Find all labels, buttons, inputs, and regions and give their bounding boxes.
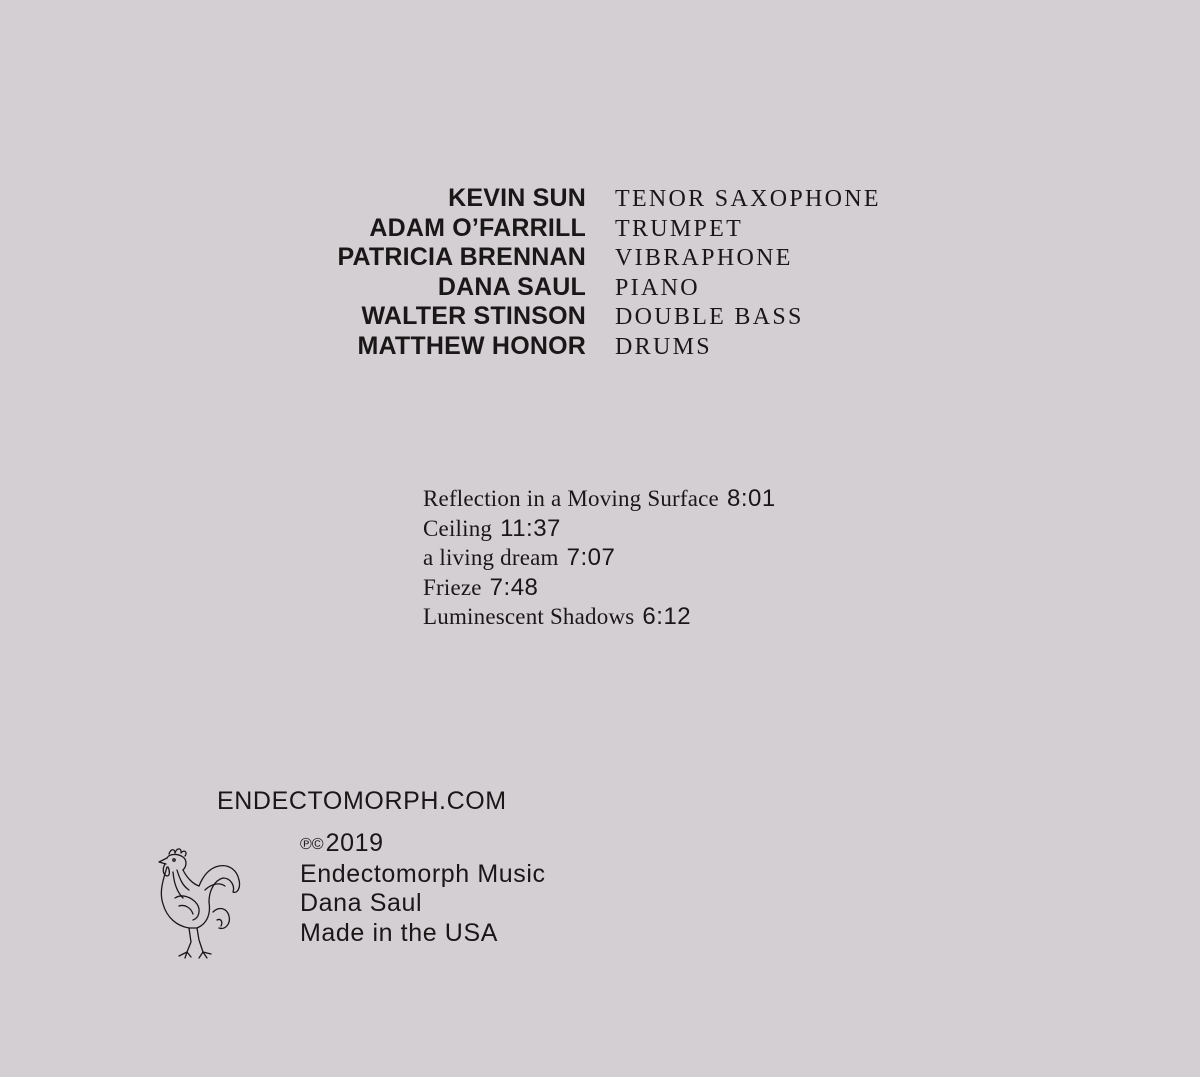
track-title: Frieze: [423, 574, 482, 600]
musician-name: MATTHEW HONOR: [357, 331, 586, 360]
personnel-row: [0, 213, 1200, 243]
musician-instrument: VIBRAPHONE: [615, 245, 793, 271]
musician-name: ADAM O’FARRILL: [369, 213, 586, 242]
rooster-icon: [147, 840, 247, 970]
personnel-row: [0, 272, 1200, 302]
musician-instrument: PIANO: [615, 274, 700, 301]
track-duration: 8:01: [726, 485, 776, 512]
artist-name: Dana Saul: [300, 889, 423, 917]
personnel-list: [0, 183, 1200, 360]
copyright-year: 2019: [325, 829, 384, 857]
musician-name: WALTER STINSON: [361, 302, 586, 330]
phonogram-copyright-mark: ℗©: [300, 836, 324, 853]
website-url: ENDECTOMORPH.COM: [217, 787, 507, 815]
track-title: a living dream: [423, 545, 559, 571]
track-title: Reflection in a Moving Surface: [423, 486, 719, 511]
musician-name: PATRICIA BRENNAN: [337, 243, 586, 271]
track-title: Ceiling: [423, 515, 493, 541]
personnel-row: [0, 183, 1200, 213]
track-duration: 6:12: [642, 603, 692, 631]
musician-instrument: DRUMS: [615, 333, 712, 360]
personnel-row: [0, 331, 1200, 361]
personnel-row: [0, 301, 1200, 331]
label-name: Endectomorph Music: [300, 859, 546, 888]
track-item: [423, 573, 776, 603]
credits-block: [300, 829, 546, 948]
musician-name: KEVIN SUN: [448, 184, 586, 212]
copyright-line: [300, 829, 546, 860]
musician-instrument: TRUMPET: [615, 215, 744, 242]
track-duration: 7:48: [489, 573, 539, 601]
track-duration: 11:37: [500, 514, 561, 542]
track-item: [423, 514, 776, 544]
musician-instrument: DOUBLE BASS: [615, 304, 804, 330]
track-list: [423, 484, 776, 632]
musician-name: DANA SAUL: [437, 272, 586, 301]
track-item: [423, 484, 776, 514]
personnel-row: [0, 242, 1200, 272]
origin-text: Made in the USA: [300, 918, 498, 947]
track-item: [423, 602, 776, 632]
track-duration: 7:07: [566, 544, 616, 572]
musician-instrument: TENOR SAXOPHONE: [615, 186, 881, 212]
track-title: Luminescent Shadows: [423, 604, 635, 630]
track-item: [423, 543, 776, 573]
